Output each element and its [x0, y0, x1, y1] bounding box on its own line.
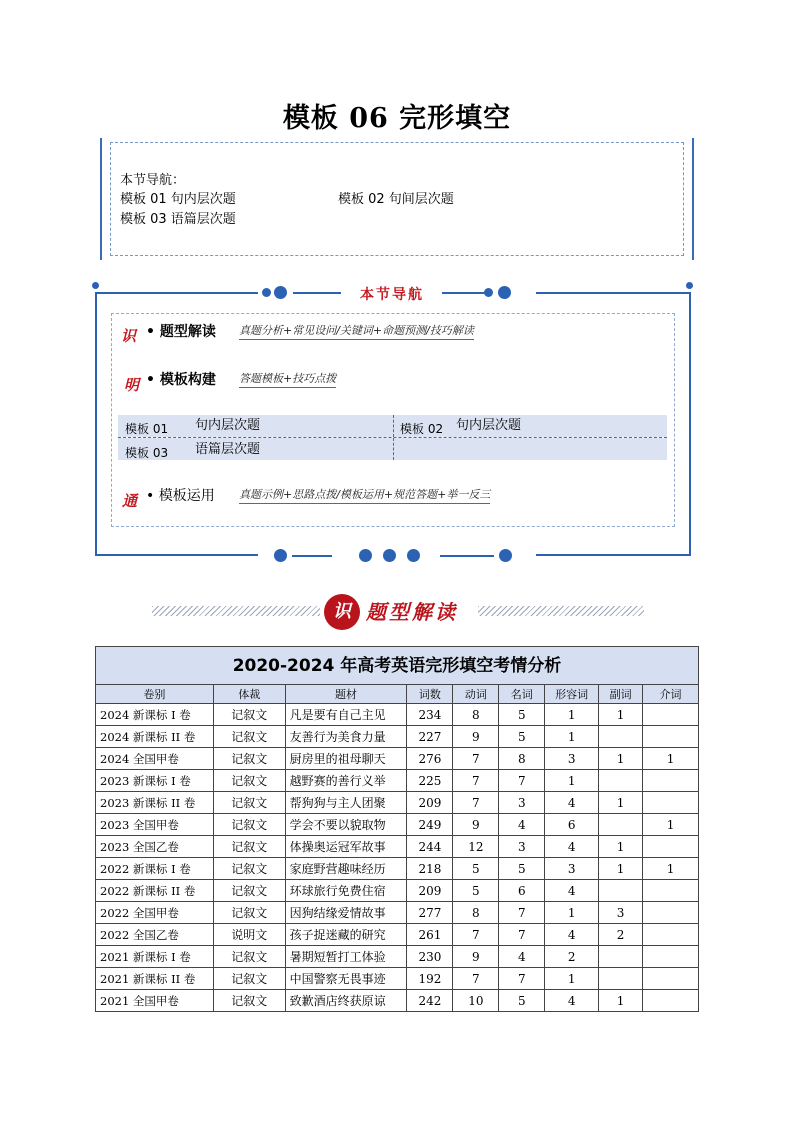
table-cell: 2024 新课标 I 卷	[96, 704, 214, 726]
table-cell: 10	[453, 990, 499, 1012]
table-row	[96, 792, 699, 814]
table-cell: 7	[499, 924, 545, 946]
decor-line	[293, 292, 341, 294]
table-cell: 越野赛的善行义举	[285, 770, 407, 792]
section-header-line-left	[152, 606, 320, 616]
table-row	[96, 770, 699, 792]
table-cell	[643, 880, 699, 902]
table-cell	[643, 968, 699, 990]
table-cell	[643, 990, 699, 1012]
decor-line	[442, 292, 486, 294]
table-cell: 8	[499, 748, 545, 770]
table-cell	[643, 924, 699, 946]
table-cell	[643, 902, 699, 924]
table-cell: 209	[407, 792, 453, 814]
table-cell: 记叙文	[213, 946, 285, 968]
table-cell: 友善行为美食力量	[285, 726, 407, 748]
table-cell: 2	[599, 924, 643, 946]
table-cell: 5	[453, 880, 499, 902]
decor-dot	[686, 282, 693, 289]
table-cell: 1	[545, 704, 599, 726]
table-cell: 说明文	[213, 924, 285, 946]
table-cell: 6	[545, 814, 599, 836]
table-cell: 3	[499, 836, 545, 858]
table-cell: 3	[545, 858, 599, 880]
table-cell: 4	[499, 814, 545, 836]
template-02-name[interactable]: 句内层次题	[456, 418, 522, 433]
table-cell	[599, 880, 643, 902]
table-cell	[643, 836, 699, 858]
table-cell: 帮狗狗与主人团聚	[285, 792, 407, 814]
table-header-cell: 词数	[407, 685, 453, 704]
table-cell: 5	[453, 858, 499, 880]
table-cell: 厨房里的祖母聊天	[285, 748, 407, 770]
table-cell: 218	[407, 858, 453, 880]
table-cell: 2022 新课标 I 卷	[96, 858, 214, 880]
table-cell: 记叙文	[213, 770, 285, 792]
table-cell: 致歉酒店终获原谅	[285, 990, 407, 1012]
table-cell	[643, 946, 699, 968]
table-row	[96, 946, 699, 968]
table-cell	[643, 792, 699, 814]
table-cell: 5	[499, 990, 545, 1012]
table-cell: 2024 新课标 II 卷	[96, 726, 214, 748]
table-row	[96, 726, 699, 748]
table-cell	[643, 726, 699, 748]
table-cell: 孩子捉迷藏的研究	[285, 924, 407, 946]
decor-dot	[498, 286, 511, 299]
table-cell: 1	[545, 968, 599, 990]
bullet-template-build-desc: 答题模板+技巧点拨	[239, 370, 336, 388]
section-badge-icon: 识	[324, 594, 360, 630]
decor-dot	[484, 288, 493, 297]
table-cell: 7	[453, 968, 499, 990]
nav-item-template-02[interactable]: 模板 02 句间层次题	[338, 192, 454, 207]
table-cell: 230	[407, 946, 453, 968]
table-header-cell: 形容词	[545, 685, 599, 704]
table-header-cell: 题材	[285, 685, 407, 704]
table-cell: 2023 新课标 I 卷	[96, 770, 214, 792]
table-header-cell: 介词	[643, 685, 699, 704]
table-cell: 242	[407, 990, 453, 1012]
decor-dot	[499, 549, 512, 562]
table-cell: 7	[499, 902, 545, 924]
decor-dot	[274, 549, 287, 562]
table-cell: 4	[499, 946, 545, 968]
section-nav-title: 本节导航	[360, 287, 424, 303]
table-cell: 1	[599, 858, 643, 880]
table-cell: 中国警察无畏事迹	[285, 968, 407, 990]
table-cell: 8	[453, 902, 499, 924]
table-cell: 记叙文	[213, 726, 285, 748]
table-row	[96, 858, 699, 880]
table-cell: 学会不要以貌取物	[285, 814, 407, 836]
table-cell: 2021 新课标 II 卷	[96, 968, 214, 990]
section-header-title: 题型解读	[366, 600, 458, 624]
table-caption: 2020-2024 年高考英语完形填空考情分析	[95, 646, 699, 684]
side-char-tong: 通	[122, 492, 138, 510]
nav-item-template-03[interactable]: 模板 03 语篇层次题	[120, 212, 236, 227]
table-cell: 记叙文	[213, 836, 285, 858]
table-cell: 记叙文	[213, 704, 285, 726]
table-cell: 8	[453, 704, 499, 726]
bullet-template-use-desc: 真题示例+思路点拨/模板运用+规范答题+举一反三	[239, 486, 490, 504]
decor-dot	[407, 549, 420, 562]
table-cell: 261	[407, 924, 453, 946]
table-row	[96, 924, 699, 946]
table-cell: 5	[499, 858, 545, 880]
table-header-cell: 动词	[453, 685, 499, 704]
table-cell: 244	[407, 836, 453, 858]
table-cell: 6	[499, 880, 545, 902]
bullet-question-type-desc: 真题分析+常见设问/关键词+命题预测/技巧解读	[239, 322, 474, 340]
table-row	[96, 748, 699, 770]
table-cell: 277	[407, 902, 453, 924]
decor-dot	[92, 282, 99, 289]
table-cell: 记叙文	[213, 748, 285, 770]
table-cell: 4	[545, 880, 599, 902]
table-cell: 3	[545, 748, 599, 770]
table-row	[96, 968, 699, 990]
table-cell: 7	[499, 968, 545, 990]
table-cell: 276	[407, 748, 453, 770]
table-cell: 暑期短暂打工体验	[285, 946, 407, 968]
table-cell: 1	[545, 902, 599, 924]
table-cell: 234	[407, 704, 453, 726]
table-cell: 记叙文	[213, 968, 285, 990]
table-cell	[643, 770, 699, 792]
nav-item-template-01[interactable]: 模板 01 句内层次题	[120, 192, 236, 207]
decor-dot	[274, 286, 287, 299]
table-cell: 家庭野营趣味经历	[285, 858, 407, 880]
table-cell: 192	[407, 968, 453, 990]
table-cell: 7	[453, 792, 499, 814]
table-row	[96, 836, 699, 858]
exam-analysis-table	[95, 646, 699, 1012]
table-cell: 9	[453, 946, 499, 968]
bullet-template-use[interactable]: • 模板运用	[146, 488, 215, 504]
table-cell: 2022 全国甲卷	[96, 902, 214, 924]
table-row	[96, 902, 699, 924]
table-cell: 2	[545, 946, 599, 968]
table-cell: 2023 新课标 II 卷	[96, 792, 214, 814]
table-cell: 209	[407, 880, 453, 902]
table-cell: 体操奥运冠军故事	[285, 836, 407, 858]
table-row	[96, 990, 699, 1012]
table-cell: 12	[453, 836, 499, 858]
table-cell: 2021 全国甲卷	[96, 990, 214, 1012]
bullet-question-type[interactable]: • 题型解读	[146, 324, 216, 340]
table-cell: 1	[599, 792, 643, 814]
decor-dot	[359, 549, 372, 562]
table-header-cell: 体裁	[213, 685, 285, 704]
table-cell: 因狗结缘爱情故事	[285, 902, 407, 924]
table-row	[96, 704, 699, 726]
table-cell: 9	[453, 726, 499, 748]
table-cell: 1	[599, 748, 643, 770]
table-cell	[599, 946, 643, 968]
table-cell: 7	[453, 748, 499, 770]
section-header-line-right	[478, 606, 644, 616]
table-cell	[599, 968, 643, 990]
table-header-cell: 副词	[599, 685, 643, 704]
table-cell: 5	[499, 726, 545, 748]
table-cell: 记叙文	[213, 792, 285, 814]
bullet-template-build[interactable]: • 模板构建	[146, 372, 216, 388]
table-cell: 7	[453, 924, 499, 946]
table-cell: 1	[599, 836, 643, 858]
nav-heading: 本节导航：	[120, 173, 186, 188]
table-cell: 3	[599, 902, 643, 924]
table-cell: 记叙文	[213, 858, 285, 880]
table-cell: 1	[599, 990, 643, 1012]
table-cell: 225	[407, 770, 453, 792]
template-03-code[interactable]: 模板 03	[125, 446, 169, 460]
table-cell: 2021 新课标 I 卷	[96, 946, 214, 968]
table-cell: 2023 全国乙卷	[96, 836, 214, 858]
table-cell	[643, 704, 699, 726]
table-cell: 1	[599, 704, 643, 726]
table-cell	[599, 770, 643, 792]
table-cell: 1	[545, 726, 599, 748]
decor-line	[292, 555, 332, 557]
table-cell: 4	[545, 990, 599, 1012]
nav-box	[100, 138, 694, 260]
table-cell: 2022 新课标 II 卷	[96, 880, 214, 902]
side-char-ming: 明	[124, 376, 140, 394]
table-header-row	[96, 685, 699, 704]
decor-dot	[383, 549, 396, 562]
table-cell: 记叙文	[213, 902, 285, 924]
template-01-name[interactable]: 句内层次题	[195, 418, 261, 433]
table-cell: 9	[453, 814, 499, 836]
table-cell: 1	[643, 858, 699, 880]
page-title: 模板 06 完形填空	[282, 103, 512, 134]
table-cell: 1	[545, 770, 599, 792]
table-row	[96, 880, 699, 902]
table-cell: 1	[643, 814, 699, 836]
table-header-cell: 名词	[499, 685, 545, 704]
table-cell: 249	[407, 814, 453, 836]
table-cell: 7	[453, 770, 499, 792]
table-cell: 记叙文	[213, 990, 285, 1012]
side-char-shi: 识	[121, 327, 137, 345]
table-cell	[599, 726, 643, 748]
template-03-name[interactable]: 语篇层次题	[195, 442, 261, 457]
table-cell: 记叙文	[213, 880, 285, 902]
table-cell: 1	[643, 748, 699, 770]
table-cell: 4	[545, 836, 599, 858]
decor-line	[440, 555, 494, 557]
table-cell: 5	[499, 704, 545, 726]
table-cell: 3	[499, 792, 545, 814]
table-cell	[599, 814, 643, 836]
table-cell: 7	[499, 770, 545, 792]
table-header-cell: 卷别	[96, 685, 214, 704]
table-cell: 4	[545, 792, 599, 814]
table-cell: 2024 全国甲卷	[96, 748, 214, 770]
template-02-code[interactable]: 模板 02	[400, 422, 444, 436]
table-cell: 2022 全国乙卷	[96, 924, 214, 946]
table-cell: 4	[545, 924, 599, 946]
table-cell: 凡是要有自己主见	[285, 704, 407, 726]
table-cell: 2023 全国甲卷	[96, 814, 214, 836]
template-01-code[interactable]: 模板 01	[125, 422, 169, 436]
table-cell: 记叙文	[213, 814, 285, 836]
table-cell: 227	[407, 726, 453, 748]
table-cell: 环球旅行免费住宿	[285, 880, 407, 902]
table-row	[96, 814, 699, 836]
decor-dot	[262, 288, 271, 297]
